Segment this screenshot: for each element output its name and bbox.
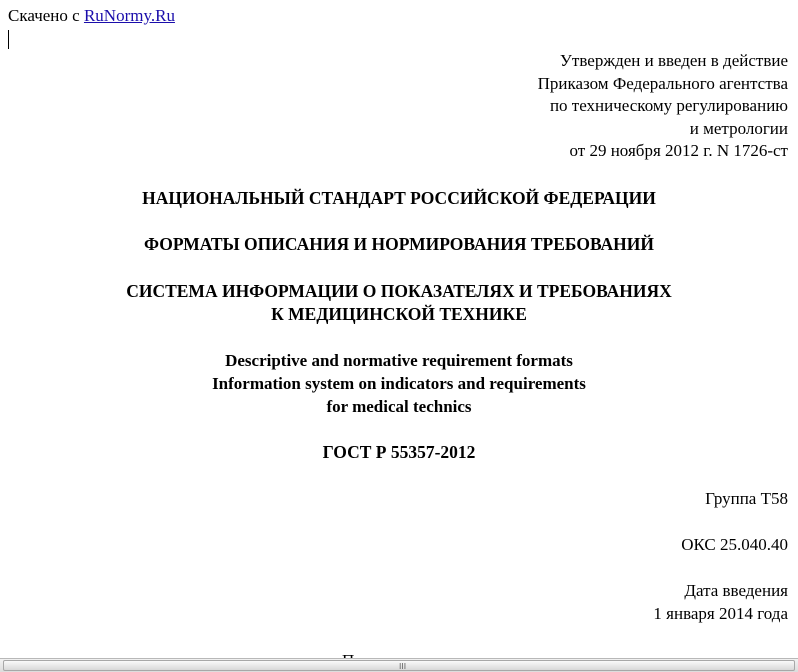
scrollbar-thumb[interactable] [3, 660, 795, 671]
intro-date-block [653, 579, 788, 625]
source-line [8, 5, 175, 27]
standard-code: ГОСТ Р 55357-2012 [322, 442, 476, 462]
intro-label: Дата введения [684, 581, 788, 600]
standard-title: ФОРМАТЫ ОПИСАНИЯ И НОРМИРОВАНИЯ ТРЕБОВАНИЙ [143, 234, 655, 254]
source-prefix: Скачено с [8, 6, 84, 25]
approval-line: Утвержден и введен в действие [559, 51, 788, 70]
approval-block [538, 50, 788, 163]
english-line: Information system on indicators and requirements [212, 374, 586, 393]
english-line: for medical technics [326, 397, 472, 416]
standard-subtitle [0, 280, 798, 326]
intro-date: 1 января 2014 года [653, 604, 788, 623]
approval-line: по техническому регулированию [549, 96, 788, 115]
approval-line: от 29 ноября 2012 г. N 1726-ст [569, 141, 788, 160]
group-label: Группа Т58 [705, 489, 788, 508]
text-cursor [8, 30, 9, 49]
subtitle-line: СИСТЕМА ИНФОРМАЦИИ О ПОКАЗАТЕЛЯХ И ТРЕБОВАНИЯХ [126, 281, 672, 301]
standard-heading: НАЦИОНАЛЬНЫЙ СТАНДАРТ РОССИЙСКОЙ ФЕДЕРАЦИИ [142, 188, 656, 208]
english-title [0, 349, 798, 418]
runormy-link[interactable]: RuNormy.Ru [83, 6, 175, 25]
horizontal-scrollbar[interactable] [0, 658, 798, 672]
grip-icon: III [399, 662, 407, 671]
approval-line: Приказом Федерального агентства [537, 73, 788, 93]
oks-label: ОКС 25.040.40 [681, 535, 788, 554]
english-line: Descriptive and normative requirement formats [225, 351, 573, 370]
approval-line: и метрологии [689, 118, 788, 138]
subtitle-line: К МЕДИЦИНСКОЙ ТЕХНИКЕ [271, 304, 527, 324]
